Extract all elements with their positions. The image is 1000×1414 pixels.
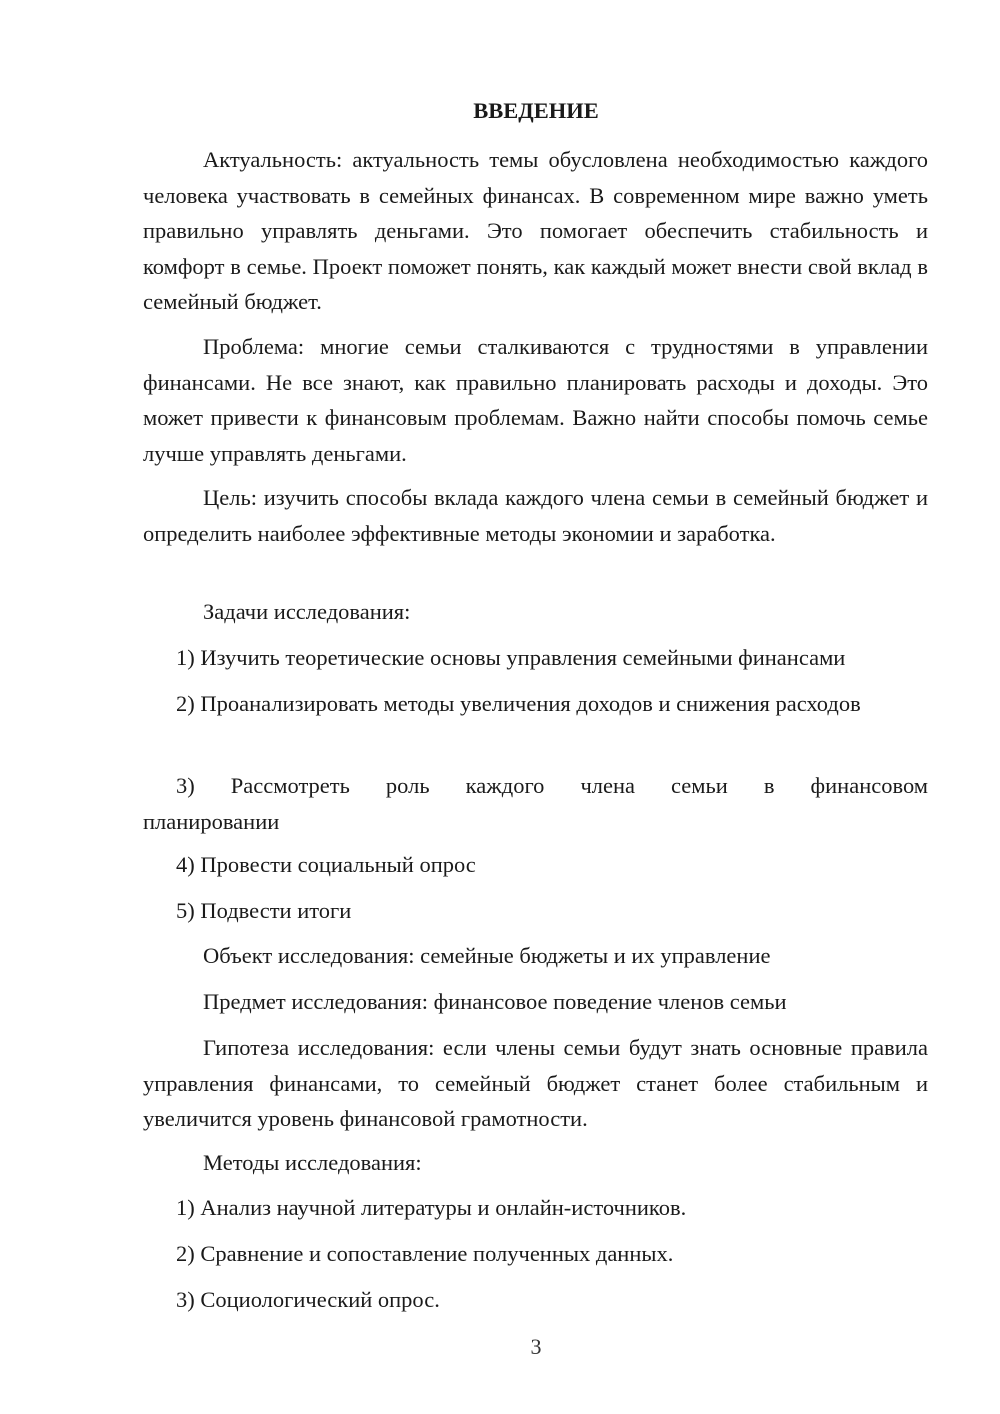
subject-line: Предмет исследования: финансовое поведение членов семьи — [203, 989, 787, 1014]
task-item: 4) Провести социальный опрос — [176, 852, 476, 877]
page-title: ВВЕДЕНИЕ — [473, 98, 599, 123]
task-item: 2) Проанализировать методы увеличения доходов и снижения расходов — [176, 691, 861, 716]
method-item: 1) Анализ научной литературы и онлайн-источников. — [176, 1195, 687, 1220]
task-item: 5) Подвести итоги — [176, 898, 352, 923]
hypothesis-paragraph: Гипотеза исследования: если члены семьи будут знать основные правила управления финансами, то семейный бюджет станет более стабильным и увеличится уровень финансовой грамотности. — [143, 1035, 928, 1131]
task-item: 3) Рассмотреть роль каждого члена семьи в финансовом планировании — [143, 773, 928, 834]
actuality-paragraph: Актуальность: актуальность темы обусловлена необходимостью каждого человека участвовать в семейных финансах. В современном мире важно уметь правильно управлять деньгами. Это помогает обеспечить стабильность и комфорт в семье. Проект поможет понять, как каждый может внести свой вклад в семейный бюджет. — [143, 147, 928, 314]
tasks-heading: Задачи исследования: — [203, 599, 411, 624]
object-line: Объект исследования: семейные бюджеты и их управление — [203, 943, 771, 968]
method-item: 3) Социологический опрос. — [176, 1287, 440, 1312]
goal-paragraph: Цель: изучить способы вклада каждого члена семьи в семейный бюджет и определить наиболее эффективные методы экономии и заработка. — [143, 485, 928, 546]
page-number: 3 — [530, 1334, 542, 1359]
task-item: 1) Изучить теоретические основы управления семейными финансами — [176, 645, 846, 670]
method-item: 2) Сравнение и сопоставление полученных данных. — [176, 1241, 674, 1266]
methods-heading: Методы исследования: — [203, 1150, 422, 1175]
problem-paragraph: Проблема: многие семьи сталкиваются с трудностями в управлении финансами. Не все знают, как правильно планировать расходы и доходы. Это может привести к финансовым проблемам. Важно найти способы помочь семье лучше управлять деньгами. — [143, 334, 928, 466]
